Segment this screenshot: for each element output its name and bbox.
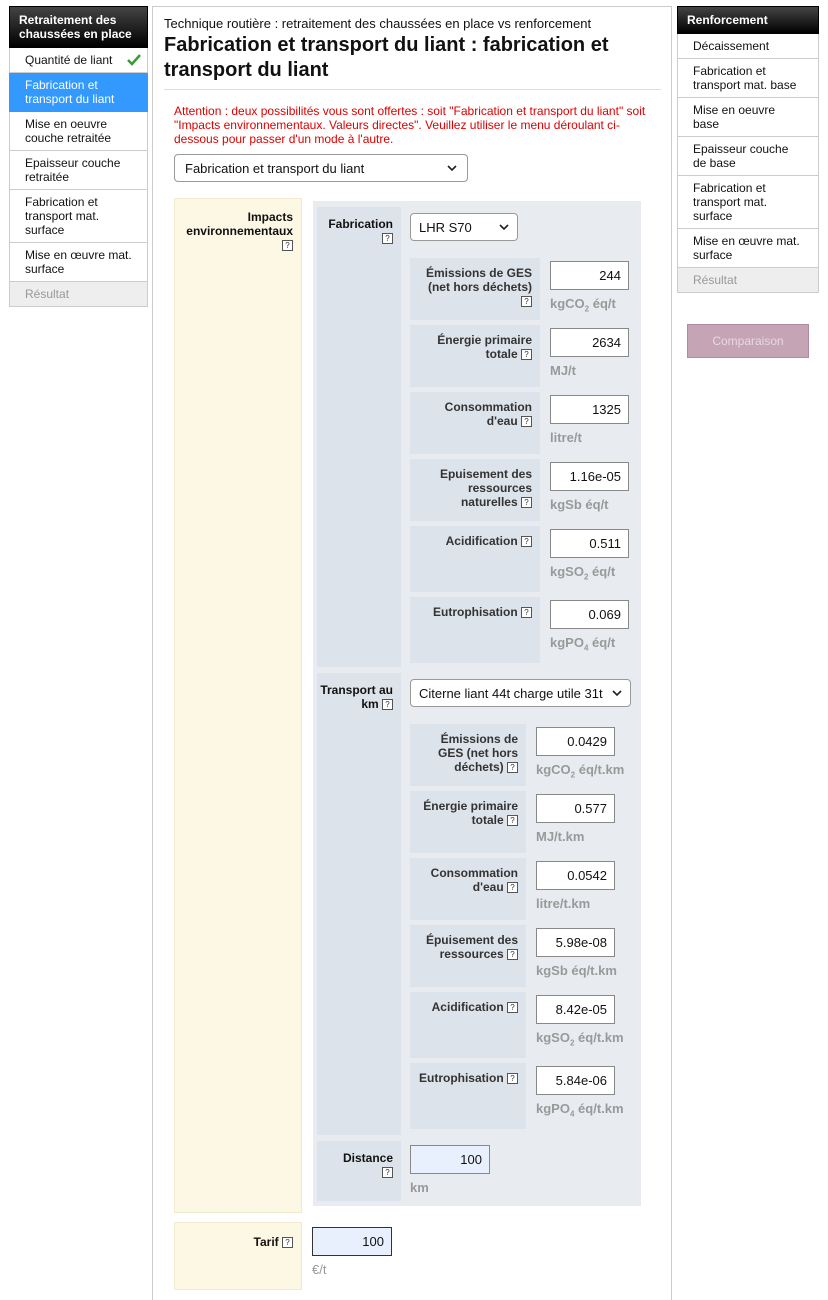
impact-label-cell (410, 858, 526, 920)
help-icon[interactable]: ? (521, 416, 532, 427)
comparison-button: Comparaison (687, 324, 809, 358)
right-nav-item-resultat: Résultat (677, 268, 819, 293)
title-divider (164, 89, 661, 90)
right-nav-item-fabrication-surface[interactable]: Fabrication et transport mat. surface (677, 176, 819, 229)
left-nav-item-mise-en-oeuvre[interactable]: Mise en oeuvre couche retraitée (9, 112, 148, 151)
help-icon[interactable]: ? (507, 949, 518, 960)
impact-label: Émissions de GES (net hors déchets) (425, 266, 532, 294)
impact-label-cell (410, 526, 540, 592)
impact-value-input[interactable]: 244 (550, 261, 629, 290)
left-nav-item-mise-en-oeuvre-surface[interactable]: Mise en œuvre mat. surface (9, 243, 148, 282)
impact-label-cell (410, 925, 526, 987)
impact-unit: kgPO$_4$ éq/t (550, 635, 616, 653)
help-icon[interactable]: ? (382, 1167, 393, 1178)
impact-label: Énergie primaire totale (437, 333, 532, 361)
impacts-label-cell (174, 198, 302, 1213)
impact-value-input[interactable]: 1.16e-05 (550, 462, 629, 491)
right-nav-header: Renforcement (677, 6, 819, 34)
mode-select[interactable] (174, 154, 468, 182)
impact-label: Consommation d'eau (430, 866, 518, 894)
impact-unit: litre/t.km (536, 896, 591, 911)
impacts-label: Impacts environnementaux ? (186, 210, 293, 251)
impact-value-input[interactable]: 0.511 (550, 529, 629, 558)
impact-label-cell (410, 459, 540, 521)
right-nav-item-decaissement[interactable]: Décaissement (677, 34, 819, 59)
transport-label: Transport au km (320, 683, 393, 711)
impact-value-input[interactable]: 2634 (550, 328, 629, 357)
distance-label-cell (317, 1141, 401, 1201)
impact-unit: kgSb éq/t (550, 497, 609, 512)
impact-unit: MJ/t.km (536, 829, 585, 844)
help-icon[interactable]: ? (282, 240, 293, 251)
transport-select-value: Citerne liant 44t charge utile 31t (419, 685, 603, 701)
impact-value-input[interactable]: 5.84e-06 (536, 1066, 615, 1095)
left-nav-item-quantite[interactable] (9, 48, 148, 73)
tarif-label-cell (174, 1222, 302, 1290)
help-icon[interactable]: ? (521, 296, 532, 307)
impact-value-input[interactable]: 0.0429 (536, 727, 615, 756)
tarif-unit: €/t (312, 1262, 327, 1277)
right-nav-item-fabrication-base[interactable]: Fabrication et transport mat. base (677, 59, 819, 98)
transport-label-cell (317, 673, 401, 1135)
right-nav-item-mise-en-oeuvre-base[interactable]: Mise en oeuvre base (677, 98, 819, 137)
impact-label-cell (410, 992, 526, 1058)
impact-unit: kgCO$_2$ éq/t.km (536, 762, 625, 780)
impact-unit: litre/t (550, 430, 582, 445)
help-icon[interactable]: ? (282, 1237, 293, 1248)
impact-label-cell (410, 724, 526, 786)
left-nav (9, 6, 148, 307)
impact-label: Eutrophisation (418, 1071, 504, 1085)
right-nav-item-epaisseur-base[interactable]: Epaisseur couche de base (677, 137, 819, 176)
help-icon[interactable]: ? (507, 882, 518, 893)
impact-unit: kgSO$_2$ éq/t.km (536, 1030, 624, 1048)
distance-label: Distance (342, 1151, 393, 1165)
impact-unit: kgPO$_4$ éq/t.km (536, 1101, 624, 1119)
impact-label-cell (410, 258, 540, 320)
tarif-label: Tarif (253, 1235, 279, 1249)
help-icon[interactable]: ? (521, 497, 532, 508)
chevron-down-icon (499, 222, 509, 232)
mode-select-value: Fabrication et transport du liant (185, 160, 365, 176)
fabrication-select-value: LHR S70 (419, 219, 472, 235)
technique-label: Technique routière : retraitement des chaussées en place vs renforcement (164, 16, 592, 31)
impact-label: Émissions de GES (net hors déchets) (437, 732, 518, 774)
impact-value-input[interactable]: 0.577 (536, 794, 615, 823)
help-icon[interactable]: ? (521, 536, 532, 547)
fabrication-label-cell (317, 207, 401, 667)
impact-label-cell (410, 597, 540, 663)
right-nav (677, 6, 819, 348)
impact-unit: kgCO$_2$ éq/t (550, 296, 616, 314)
impact-label: Énergie primaire totale (423, 799, 518, 827)
help-icon[interactable]: ? (507, 815, 518, 826)
impact-value-input[interactable]: 5.98e-08 (536, 928, 615, 957)
impact-value-input[interactable]: 0.0542 (536, 861, 615, 890)
page-title: Fabrication et transport du liant : fabrication et transport du liant (164, 34, 609, 81)
nav-item-label: Quantité de liant (25, 53, 113, 67)
distance-input[interactable]: 100 (410, 1145, 490, 1174)
main-panel (152, 6, 672, 1300)
transport-select[interactable] (410, 679, 631, 707)
left-nav-header: Retraitement des chaussées en place (9, 6, 148, 48)
help-icon[interactable]: ? (382, 699, 393, 710)
impact-label-cell (410, 1063, 526, 1129)
left-nav-item-fabrication[interactable]: Fabrication et transport du liant (9, 73, 148, 112)
distance-unit: km (410, 1180, 429, 1195)
impact-label: Épuisement des ressources (425, 933, 518, 961)
impact-unit: MJ/t (550, 363, 576, 378)
chevron-down-icon (612, 688, 622, 698)
right-nav-item-mise-en-oeuvre-surface[interactable]: Mise en œuvre mat. surface (677, 229, 819, 268)
warning-text: Attention : deux possibilités vous sont offertes : soit "Fabrication et transport du liant" soit "Impacts environnementaux. Valeurs directes". Veuillez utiliser le menu déroulant ci-dessous pour passer d'un mode à l'autre. (174, 104, 646, 146)
impact-label: Acidification (445, 534, 518, 548)
impact-label-cell (410, 325, 540, 387)
impact-value-input[interactable]: 8.42e-05 (536, 995, 615, 1024)
check-icon (127, 53, 141, 67)
left-nav-item-fabrication-surface[interactable]: Fabrication et transport mat. surface (9, 190, 148, 243)
impact-unit: kgSb éq/t.km (536, 963, 617, 978)
impact-label: Epuisement des ressources naturelles (439, 467, 532, 509)
left-nav-item-epaisseur[interactable]: Epaisseur couche retraitée (9, 151, 148, 190)
impact-label: Eutrophisation (432, 605, 518, 619)
impact-label-cell (410, 791, 526, 853)
help-icon[interactable]: ? (521, 349, 532, 360)
impact-value-input[interactable]: 0.069 (550, 600, 629, 629)
impact-value-input[interactable]: 1325 (550, 395, 629, 424)
impact-label-cell (410, 392, 540, 454)
tarif-input[interactable]: 100 (312, 1227, 392, 1256)
chevron-down-icon (447, 163, 457, 173)
impact-label: Acidification (431, 1000, 504, 1014)
impact-label: Consommation d'eau (444, 400, 532, 428)
help-icon[interactable]: ? (507, 1002, 518, 1013)
help-icon[interactable]: ? (521, 607, 532, 618)
help-icon[interactable]: ? (382, 233, 393, 244)
help-icon[interactable]: ? (507, 1073, 518, 1084)
fabrication-label: Fabrication (328, 217, 393, 231)
fabrication-select[interactable] (410, 213, 518, 241)
impact-unit: kgSO$_2$ éq/t (550, 564, 616, 582)
help-icon[interactable]: ? (507, 762, 518, 773)
left-nav-item-resultat: Résultat (9, 282, 148, 307)
